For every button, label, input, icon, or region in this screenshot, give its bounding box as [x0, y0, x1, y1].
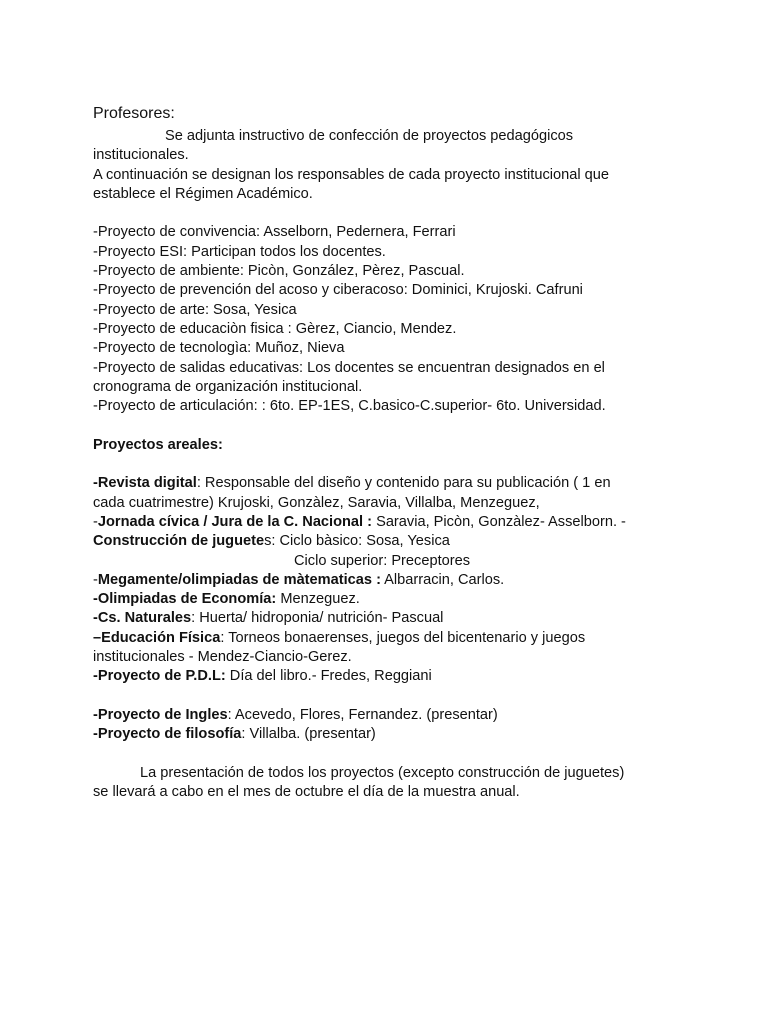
intro-line: establece el Régimen Académico.	[93, 185, 313, 202]
areal-dash: -	[93, 571, 98, 588]
project-item: -Proyecto ESI: Participan todos los docentes.	[93, 243, 386, 260]
areal-item-revista	[93, 474, 668, 493]
areal-label: -Revista digital	[93, 475, 197, 492]
spacer	[93, 455, 668, 474]
areal-dash: -	[93, 513, 98, 530]
areal-label: -Proyecto de P.D.L:	[93, 668, 226, 685]
areal-text: Día del libro.- Fredes, Reggiani	[225, 668, 432, 685]
intro-line: Se adjunta instructivo de confección de proyectos pedagógicos	[165, 128, 574, 144]
project-item: -Proyecto de convivencia: Asselborn, Pedernera, Ferrari	[93, 224, 456, 241]
areal-label: Megamente/olimpiadas de màtematicas :	[97, 571, 381, 588]
institutional-project-list	[93, 223, 668, 416]
areal-text: : Huerta/ hidroponia/ nutrición- Pascual	[191, 610, 444, 627]
areales-list	[93, 474, 668, 686]
areal-text: : Responsable del diseño y contenido para su publicación ( 1 en	[196, 475, 611, 492]
closing-line: La presentación de todos los proyectos (excepto construcción de juguetes)	[140, 764, 625, 781]
areal-item-revista-cont: cada cuatrimestre) Krujoski, Gonzàlez, Saravia, Villalba, Menzeguez,	[93, 494, 540, 511]
areal-text: Saravia, Picòn, Gonzàlez- Asselborn. -	[372, 513, 626, 530]
areales-title: Proyectos areales:	[93, 436, 223, 453]
areal-item-megamente	[93, 571, 668, 590]
areal-text: Menzeguez.	[276, 591, 360, 608]
areal-label: -Proyecto de Ingles	[93, 706, 228, 723]
project-item: -Proyecto de ambiente: Picòn, González, Pèrez, Pascual.	[93, 263, 465, 280]
spacer	[93, 416, 668, 435]
spacer	[93, 745, 668, 764]
intro-line: institucionales.	[93, 147, 189, 164]
project-item: -Proyecto de educaciòn fisica : Gèrez, Ciancio, Mendez.	[93, 320, 457, 337]
areal-text: : Acevedo, Flores, Fernandez. (presentar)	[227, 706, 498, 723]
areal-label: –Educación Física	[93, 629, 221, 646]
areal-item-filosofia	[93, 725, 668, 744]
project-item: -Proyecto de tecnologìa: Muñoz, Nieva	[93, 340, 345, 357]
areal-label: Construcción de juguete	[93, 533, 265, 550]
spacer	[93, 687, 668, 706]
areal-item-juguetes-cont: Ciclo superior: Preceptores	[294, 552, 471, 569]
areal-text: : Villalba. (presentar)	[241, 726, 376, 743]
areal-item-fisica-cont: institucionales - Mendez-Ciancio-Gerez.	[93, 649, 352, 666]
areal-item-economia	[93, 590, 668, 609]
closing-line: se llevará a cabo en el mes de octubre el día de la muestra anual.	[93, 784, 520, 801]
areal-label: -Cs. Naturales	[93, 610, 192, 627]
areal-text: s: Ciclo bàsico: Sosa, Yesica	[264, 533, 450, 550]
project-item: cronograma de organización institucional.	[93, 378, 363, 395]
intro-line: A continuación se designan los responsables de cada proyecto institucional que	[93, 166, 609, 183]
areal-item-fisica	[93, 629, 668, 648]
areal-item-pdl	[93, 667, 668, 686]
areal-item-juguetes	[93, 532, 668, 551]
project-item: -Proyecto de articulación: : 6to. EP-1ES, C.basico-C.superior- 6to. Universidad.	[93, 398, 606, 415]
areal-label: Jornada cívica / Jura de la C. Nacional :	[97, 513, 373, 530]
project-item: -Proyecto de salidas educativas: Los docentes se encuentran designados en el	[93, 359, 605, 376]
areal-text: : Torneos bonaerenses, juegos del bicentenario y juegos	[220, 629, 586, 646]
language-projects	[93, 706, 668, 745]
areal-item-jornada	[93, 513, 668, 532]
closing-paragraph	[93, 764, 668, 803]
areal-label: -Olimpiadas de Economía:	[93, 591, 277, 608]
spacer	[93, 204, 668, 223]
project-item: -Proyecto de arte: Sosa, Yesica	[93, 301, 297, 318]
intro-paragraph	[93, 127, 668, 204]
areal-text: Albarracin, Carlos.	[380, 571, 505, 588]
areal-item-ingles	[93, 706, 668, 725]
project-item: -Proyecto de prevención del acoso y ciberacoso: Dominici, Krujoski. Cafruni	[93, 282, 583, 299]
areal-label: -Proyecto de filosofía	[93, 726, 242, 743]
greeting: Profesores:	[93, 105, 175, 122]
areal-item-naturales	[93, 609, 668, 628]
